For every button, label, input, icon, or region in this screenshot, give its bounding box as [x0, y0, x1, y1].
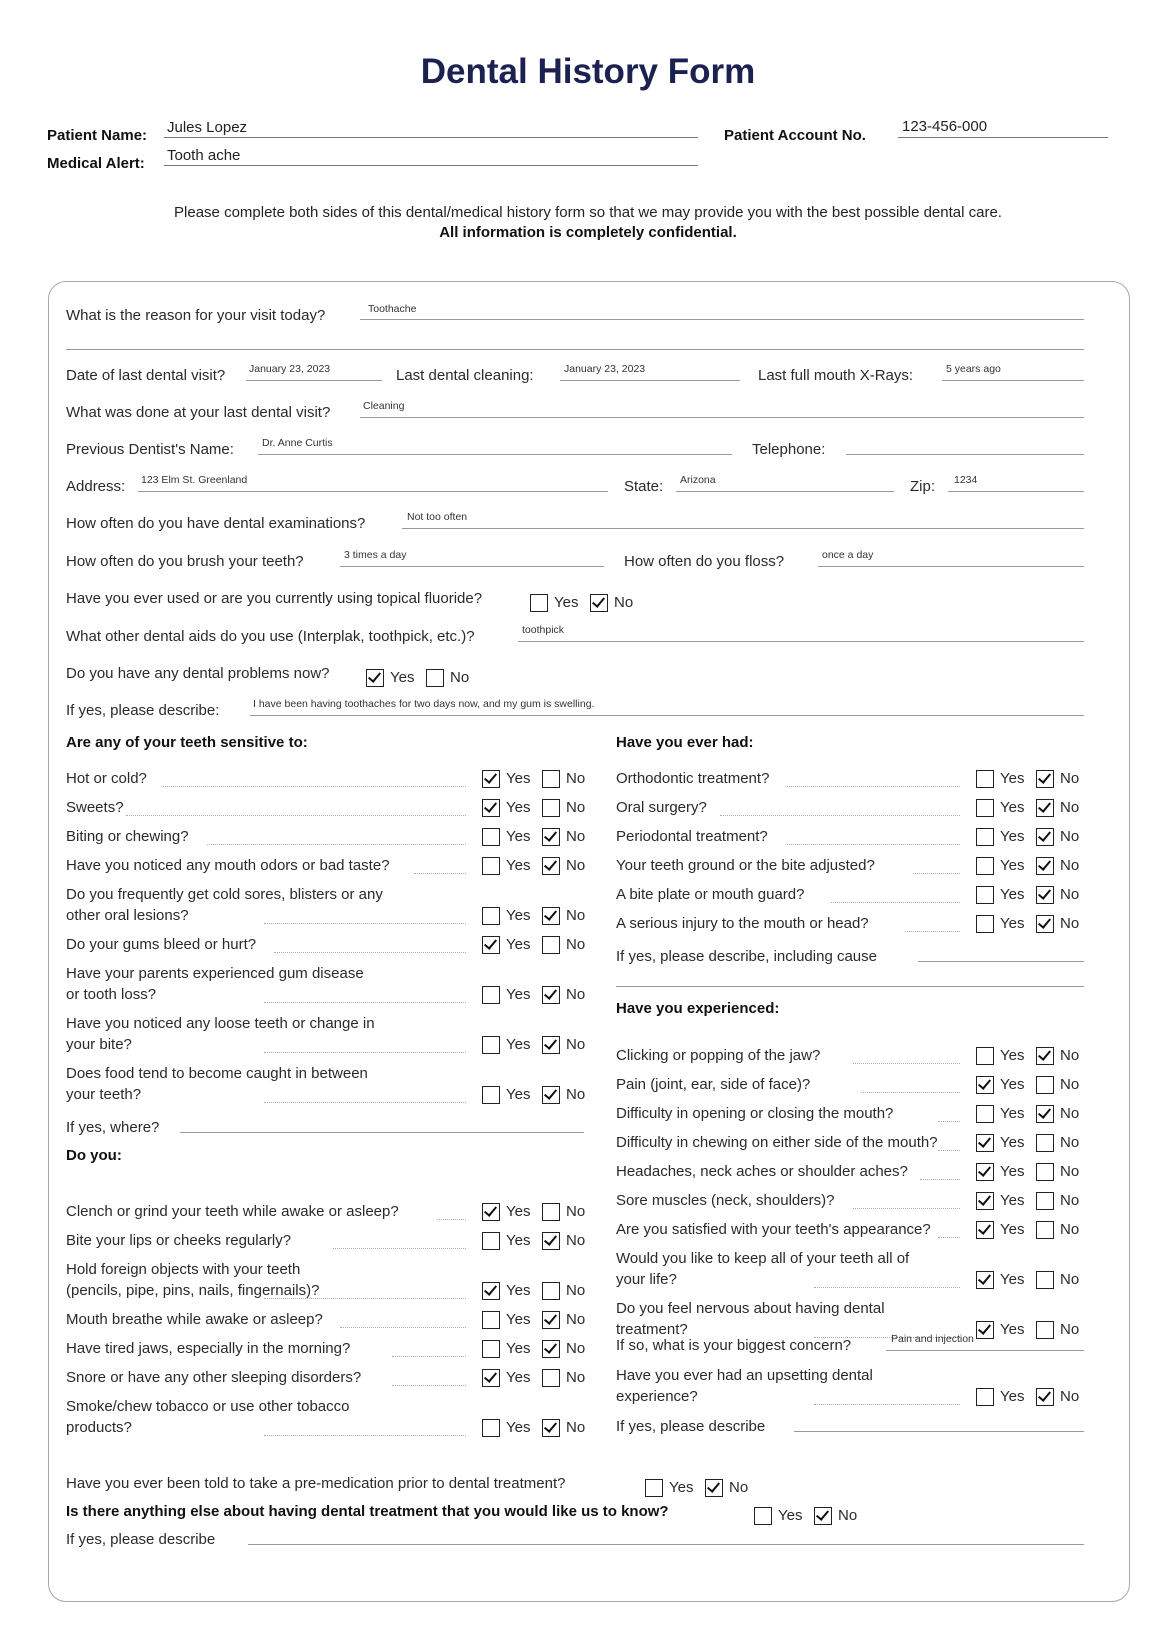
yes-label: Yes	[1000, 828, 1025, 845]
no-label: No	[838, 1507, 858, 1524]
experienced-question-cont: your life?	[616, 1271, 677, 1288]
ever-had-question: A bite plate or mouth guard?	[616, 886, 805, 903]
dot-leader	[264, 907, 466, 924]
dot-leader	[853, 1047, 960, 1064]
reason-value: Toothache	[368, 303, 417, 315]
yes-label: Yes	[1000, 886, 1025, 903]
experienced-question: Clicking or popping of the jaw?	[616, 1047, 821, 1064]
if-yes-where-label: If yes, where?	[66, 1119, 160, 1136]
yes-label: Yes	[506, 828, 531, 845]
sensitive-question: Have you noticed any mouth odors or bad taste?	[66, 857, 390, 874]
exam-freq-value: Not too often	[407, 511, 468, 523]
do-you-question-cont: products?	[66, 1419, 132, 1436]
no-label: No	[1060, 1047, 1080, 1064]
dot-leader	[814, 1388, 960, 1405]
no-checkbox[interactable]	[1036, 1047, 1054, 1065]
no-checkbox[interactable]	[542, 907, 560, 925]
no-checkbox[interactable]	[542, 1232, 560, 1250]
experienced-question-cont: treatment?	[616, 1321, 688, 1338]
fluoride-label: Have you ever used or are you currently using topical fluoride?	[66, 590, 483, 607]
last-done-label: What was done at your last dental visit?	[66, 404, 331, 421]
no-checkbox[interactable]	[542, 1282, 560, 1300]
zip-value: 1234	[954, 474, 978, 486]
dot-leader	[853, 1192, 960, 1209]
yes-checkbox[interactable]	[976, 1076, 994, 1094]
dot-leader	[787, 828, 960, 845]
no-checkbox[interactable]	[542, 857, 560, 875]
final-describe-label: If yes, please describe	[66, 1531, 216, 1548]
sensitive-question-cont: your bite?	[66, 1036, 132, 1053]
do-you-question: Smoke/chew tobacco or use other tobacco	[66, 1398, 350, 1415]
dot-leader	[437, 1203, 466, 1220]
prev-dentist-label: Previous Dentist's Name:	[66, 441, 234, 458]
yes-checkbox[interactable]	[482, 828, 500, 846]
dot-leader	[333, 1232, 466, 1249]
aids-value: toothpick	[522, 624, 565, 636]
no-checkbox[interactable]	[1036, 915, 1054, 933]
yes-checkbox[interactable]	[482, 986, 500, 1004]
yes-checkbox[interactable]	[366, 669, 384, 687]
do-you-question: Hold foreign objects with your teeth	[66, 1261, 301, 1278]
yes-checkbox[interactable]	[976, 1163, 994, 1181]
floss-value: once a day	[822, 549, 874, 561]
yes-checkbox[interactable]	[976, 1047, 994, 1065]
no-checkbox[interactable]	[542, 799, 560, 817]
no-checkbox[interactable]	[542, 1369, 560, 1387]
upsetting-question: Have you ever had an upsetting dental	[616, 1367, 873, 1384]
yes-checkbox[interactable]	[976, 857, 994, 875]
no-checkbox[interactable]	[542, 770, 560, 788]
sensitive-question: Do your gums bleed or hurt?	[66, 936, 257, 953]
yes-checkbox[interactable]	[976, 799, 994, 817]
sensitive-question-cont: your teeth?	[66, 1086, 142, 1103]
no-checkbox[interactable]	[1036, 1388, 1054, 1406]
yes-checkbox[interactable]	[976, 770, 994, 788]
yes-label: Yes	[506, 1232, 531, 1249]
last-done-field[interactable]	[360, 399, 1084, 418]
no-label: No	[1060, 1163, 1080, 1180]
no-label: No	[1060, 770, 1080, 787]
dot-leader	[264, 1036, 466, 1053]
no-label: No	[566, 907, 586, 924]
dot-leader	[861, 1076, 960, 1093]
yes-label: Yes	[778, 1507, 803, 1524]
last-visit-label: Date of last dental visit?	[66, 367, 226, 384]
yes-label: Yes	[506, 1369, 531, 1386]
upsetting-describe-field[interactable]	[794, 1413, 1084, 1432]
no-label: No	[1060, 1134, 1080, 1151]
dot-leader	[264, 986, 466, 1003]
no-label: No	[566, 1036, 586, 1053]
no-label: No	[614, 594, 634, 611]
yes-checkbox[interactable]	[976, 1105, 994, 1123]
ever-had-question: Your teeth ground or the bite adjusted?	[616, 857, 875, 874]
no-checkbox[interactable]	[542, 1340, 560, 1358]
no-checkbox[interactable]	[590, 594, 608, 612]
no-checkbox[interactable]	[1036, 1221, 1054, 1239]
yes-label: Yes	[390, 669, 415, 686]
medical-alert-field[interactable]	[164, 145, 698, 166]
yes-checkbox[interactable]	[482, 1232, 500, 1250]
yes-label: Yes	[506, 857, 531, 874]
dot-leader	[126, 799, 466, 816]
yes-checkbox[interactable]	[482, 1203, 500, 1221]
yes-label: Yes	[506, 770, 531, 787]
no-label: No	[1060, 799, 1080, 816]
dot-leader	[938, 1221, 960, 1238]
patient-name-value: Jules Lopez	[167, 119, 248, 136]
no-checkbox[interactable]	[1036, 1076, 1054, 1094]
section-ever-had: Have you ever had:	[616, 734, 754, 751]
intro-text: Please complete both sides of this dental/medical history form so that we may provide you with the best possible dental care.	[174, 204, 1002, 221]
no-checkbox[interactable]	[1036, 1163, 1054, 1181]
ever-had-describe-extra[interactable]	[616, 968, 1084, 987]
experienced-question: Difficulty in chewing on either side of the mouth?	[616, 1134, 938, 1151]
no-checkbox[interactable]	[1036, 1192, 1054, 1210]
no-label: No	[450, 669, 470, 686]
yes-checkbox[interactable]	[482, 1086, 500, 1104]
yes-label: Yes	[1000, 1134, 1025, 1151]
yes-checkbox[interactable]	[530, 594, 548, 612]
yes-label: Yes	[506, 1419, 531, 1436]
no-checkbox[interactable]	[1036, 1271, 1054, 1289]
dot-leader	[392, 1369, 466, 1386]
no-label: No	[566, 828, 586, 845]
xrays-value: 5 years ago	[946, 363, 1001, 375]
xrays-label: Last full mouth X-Rays:	[758, 367, 914, 384]
no-label: No	[566, 1086, 586, 1103]
yes-label: Yes	[1000, 1388, 1025, 1405]
yes-label: Yes	[506, 1203, 531, 1220]
do-you-question: Bite your lips or cheeks regularly?	[66, 1232, 292, 1249]
ever-had-question: A serious injury to the mouth or head?	[616, 915, 869, 932]
no-checkbox[interactable]	[1036, 799, 1054, 817]
if-yes-where-field[interactable]	[180, 1114, 584, 1133]
dot-leader	[831, 886, 960, 903]
no-label: No	[566, 1282, 586, 1299]
yes-checkbox[interactable]	[976, 1134, 994, 1152]
yes-label: Yes	[1000, 1271, 1025, 1288]
yes-label: Yes	[506, 986, 531, 1003]
sensitive-question: Sweets?	[66, 799, 124, 816]
do-you-question: Have tired jaws, especially in the morning?	[66, 1340, 351, 1357]
page-title: Dental History Form	[420, 52, 756, 91]
describe-value: I have been having toothaches for two days now, and my gum is swelling.	[253, 698, 595, 710]
yes-checkbox[interactable]	[482, 936, 500, 954]
yes-label: Yes	[506, 1086, 531, 1103]
reason-label: What is the reason for your visit today?	[66, 307, 326, 324]
yes-checkbox[interactable]	[976, 1221, 994, 1239]
concern-label: If so, what is your biggest concern?	[616, 1337, 852, 1354]
no-label: No	[1060, 1192, 1080, 1209]
yes-checkbox[interactable]	[482, 1340, 500, 1358]
prev-dentist-value: Dr. Anne Curtis	[262, 437, 333, 449]
floss-label: How often do you floss?	[624, 553, 785, 570]
dot-leader	[913, 857, 960, 874]
no-checkbox[interactable]	[1036, 1134, 1054, 1152]
medical-alert-label: Medical Alert:	[47, 155, 145, 172]
do-you-question: Mouth breathe while awake or asleep?	[66, 1311, 323, 1328]
no-checkbox[interactable]	[1036, 886, 1054, 904]
no-label: No	[566, 857, 586, 874]
experienced-question: Sore muscles (neck, shoulders)?	[616, 1192, 835, 1209]
do-you-question-cont: (pencils, pipe, pins, nails, fingernails)?	[66, 1282, 320, 1299]
no-label: No	[1060, 1321, 1080, 1338]
last-cleaning-value: January 23, 2023	[564, 363, 646, 375]
concern-value: Pain and injection	[891, 1333, 974, 1345]
ever-had-question: Periodontal treatment?	[616, 828, 768, 845]
state-value: Arizona	[680, 474, 716, 486]
no-label: No	[1060, 886, 1080, 903]
describe-label: If yes, please describe:	[66, 702, 220, 719]
dot-leader	[340, 1311, 466, 1328]
no-label: No	[566, 1369, 586, 1386]
no-label: No	[566, 936, 586, 953]
no-checkbox[interactable]	[1036, 857, 1054, 875]
yes-checkbox[interactable]	[976, 1271, 994, 1289]
ever-had-describe-label: If yes, please describe, including cause	[616, 948, 877, 965]
yes-checkbox[interactable]	[976, 1192, 994, 1210]
yes-label: Yes	[1000, 857, 1025, 874]
dot-leader	[264, 1419, 466, 1436]
no-checkbox[interactable]	[542, 828, 560, 846]
no-label: No	[1060, 915, 1080, 932]
yes-label: Yes	[1000, 1047, 1025, 1064]
account-no-label: Patient Account No.	[724, 127, 866, 144]
last-done-value: Cleaning	[363, 400, 405, 412]
yes-checkbox[interactable]	[482, 1369, 500, 1387]
no-checkbox[interactable]	[542, 1311, 560, 1329]
no-checkbox[interactable]	[542, 1203, 560, 1221]
yes-checkbox[interactable]	[482, 857, 500, 875]
premed-label: Have you ever been told to take a pre-medication prior to dental treatment?	[66, 1475, 566, 1492]
reason-extra-line[interactable]	[66, 331, 1084, 350]
no-label: No	[1060, 1076, 1080, 1093]
section-experienced: Have you experienced:	[616, 1000, 780, 1017]
medical-alert-value: Tooth ache	[167, 147, 241, 164]
exam-freq-field[interactable]	[402, 510, 1084, 529]
dot-leader	[938, 1105, 960, 1122]
confidential-note: All information is completely confidential.	[439, 224, 737, 241]
problems-label: Do you have any dental problems now?	[66, 665, 330, 682]
aids-field[interactable]	[518, 623, 1084, 642]
no-checkbox[interactable]	[1036, 770, 1054, 788]
dot-leader	[274, 936, 466, 953]
ever-had-question: Orthodontic treatment?	[616, 770, 770, 787]
brush-label: How often do you brush your teeth?	[66, 553, 304, 570]
experienced-question: Are you satisfied with your teeth's appearance?	[616, 1221, 931, 1238]
yes-checkbox[interactable]	[482, 1036, 500, 1054]
no-checkbox[interactable]	[542, 1086, 560, 1104]
no-checkbox[interactable]	[814, 1507, 832, 1525]
yes-label: Yes	[506, 1311, 531, 1328]
sensitive-question: Do you frequently get cold sores, blisters or any	[66, 886, 383, 903]
no-checkbox[interactable]	[1036, 1105, 1054, 1123]
no-checkbox[interactable]	[542, 1419, 560, 1437]
sensitive-question-cont: other oral lesions?	[66, 907, 189, 924]
no-checkbox[interactable]	[542, 1036, 560, 1054]
yes-checkbox[interactable]	[482, 907, 500, 925]
no-label: No	[729, 1479, 749, 1496]
yes-label: Yes	[506, 799, 531, 816]
section-sensitive: Are any of your teeth sensitive to:	[66, 734, 308, 751]
yes-checkbox[interactable]	[976, 886, 994, 904]
last-cleaning-label: Last dental cleaning:	[396, 367, 534, 384]
yes-label: Yes	[1000, 1076, 1025, 1093]
yes-checkbox[interactable]	[482, 1282, 500, 1300]
do-you-question: Snore or have any other sleeping disorders?	[66, 1369, 362, 1386]
experienced-question: Headaches, neck aches or shoulder aches?	[616, 1163, 908, 1180]
no-label: No	[566, 986, 586, 1003]
section-do-you: Do you:	[66, 1147, 122, 1164]
dot-leader	[392, 1340, 466, 1357]
yes-label: Yes	[506, 1340, 531, 1357]
yes-label: Yes	[506, 936, 531, 953]
dot-leader	[264, 1282, 466, 1299]
sensitive-question: Biting or chewing?	[66, 828, 189, 845]
yes-label: Yes	[1000, 1163, 1025, 1180]
sensitive-question: Have your parents experienced gum disease	[66, 965, 364, 982]
yes-label: Yes	[1000, 1105, 1025, 1122]
no-checkbox[interactable]	[426, 669, 444, 687]
no-label: No	[566, 770, 586, 787]
state-label: State:	[624, 478, 664, 495]
yes-label: Yes	[1000, 1192, 1025, 1209]
zip-label: Zip:	[910, 478, 936, 495]
no-label: No	[1060, 828, 1080, 845]
yes-label: Yes	[506, 907, 531, 924]
dot-leader	[814, 1271, 960, 1288]
no-label: No	[566, 1203, 586, 1220]
telephone-label: Telephone:	[752, 441, 826, 458]
no-label: No	[1060, 1388, 1080, 1405]
yes-label: Yes	[669, 1479, 694, 1496]
yes-checkbox[interactable]	[754, 1507, 772, 1525]
ever-had-question: Oral surgery?	[616, 799, 707, 816]
no-label: No	[566, 1311, 586, 1328]
yes-label: Yes	[506, 1036, 531, 1053]
no-label: No	[566, 1340, 586, 1357]
sensitive-question: Hot or cold?	[66, 770, 147, 787]
yes-label: Yes	[1000, 915, 1025, 932]
anything-label: Is there anything else about having dental treatment that you would like us to know?	[66, 1503, 669, 1520]
yes-checkbox[interactable]	[976, 1388, 994, 1406]
experienced-question: Difficulty in opening or closing the mouth?	[616, 1105, 894, 1122]
yes-label: Yes	[1000, 1321, 1025, 1338]
no-checkbox[interactable]	[1036, 828, 1054, 846]
sensitive-question: Have you noticed any loose teeth or change in	[66, 1015, 375, 1032]
final-describe-field[interactable]	[248, 1526, 1084, 1545]
no-label: No	[566, 799, 586, 816]
yes-label: Yes	[1000, 770, 1025, 787]
no-checkbox[interactable]	[542, 986, 560, 1004]
address-label: Address:	[66, 478, 126, 495]
yes-label: Yes	[554, 594, 579, 611]
upsetting-describe-label: If yes, please describe	[616, 1418, 766, 1435]
sensitive-question: Does food tend to become caught in between	[66, 1065, 368, 1082]
no-checkbox[interactable]	[542, 936, 560, 954]
telephone-field[interactable]	[846, 436, 1084, 455]
yes-label: Yes	[506, 1282, 531, 1299]
experienced-question: Would you like to keep all of your teeth all of	[616, 1250, 910, 1267]
yes-checkbox[interactable]	[482, 770, 500, 788]
dot-leader	[414, 857, 466, 874]
aids-label: What other dental aids do you use (Interplak, toothpick, etc.)?	[66, 628, 475, 645]
yes-label: Yes	[1000, 799, 1025, 816]
dot-leader	[905, 915, 960, 932]
no-label: No	[1060, 1271, 1080, 1288]
no-label: No	[566, 1419, 586, 1436]
yes-checkbox[interactable]	[645, 1479, 663, 1497]
yes-checkbox[interactable]	[976, 915, 994, 933]
dot-leader	[938, 1134, 960, 1151]
reason-field[interactable]	[360, 301, 1084, 320]
sensitive-question-cont: or tooth loss?	[66, 986, 157, 1003]
experienced-question: Pain (joint, ear, side of face)?	[616, 1076, 811, 1093]
experienced-question: Do you feel nervous about having dental	[616, 1300, 885, 1317]
yes-label: Yes	[1000, 1221, 1025, 1238]
exam-freq-label: How often do you have dental examinations?	[66, 515, 366, 532]
patient-name-label: Patient Name:	[47, 127, 148, 144]
dot-leader	[920, 1163, 960, 1180]
no-label: No	[566, 1232, 586, 1249]
do-you-question: Clench or grind your teeth while awake or asleep?	[66, 1203, 399, 1220]
dot-leader	[787, 770, 960, 787]
yes-checkbox[interactable]	[976, 828, 994, 846]
yes-checkbox[interactable]	[482, 1419, 500, 1437]
dot-leader	[207, 828, 466, 845]
dot-leader	[163, 770, 466, 787]
no-label: No	[1060, 1221, 1080, 1238]
dot-leader	[264, 1086, 466, 1103]
dot-leader	[720, 799, 960, 816]
last-visit-value: January 23, 2023	[249, 363, 331, 375]
yes-checkbox[interactable]	[482, 799, 500, 817]
ever-had-describe-field[interactable]	[918, 943, 1084, 962]
no-label: No	[1060, 857, 1080, 874]
upsetting-question-cont: experience?	[616, 1388, 698, 1405]
yes-checkbox[interactable]	[482, 1311, 500, 1329]
account-no-value: 123-456-000	[902, 118, 988, 135]
no-label: No	[1060, 1105, 1080, 1122]
brush-value: 3 times a day	[344, 549, 407, 561]
address-value: 123 Elm St. Greenland	[141, 474, 248, 486]
no-checkbox[interactable]	[705, 1479, 723, 1497]
